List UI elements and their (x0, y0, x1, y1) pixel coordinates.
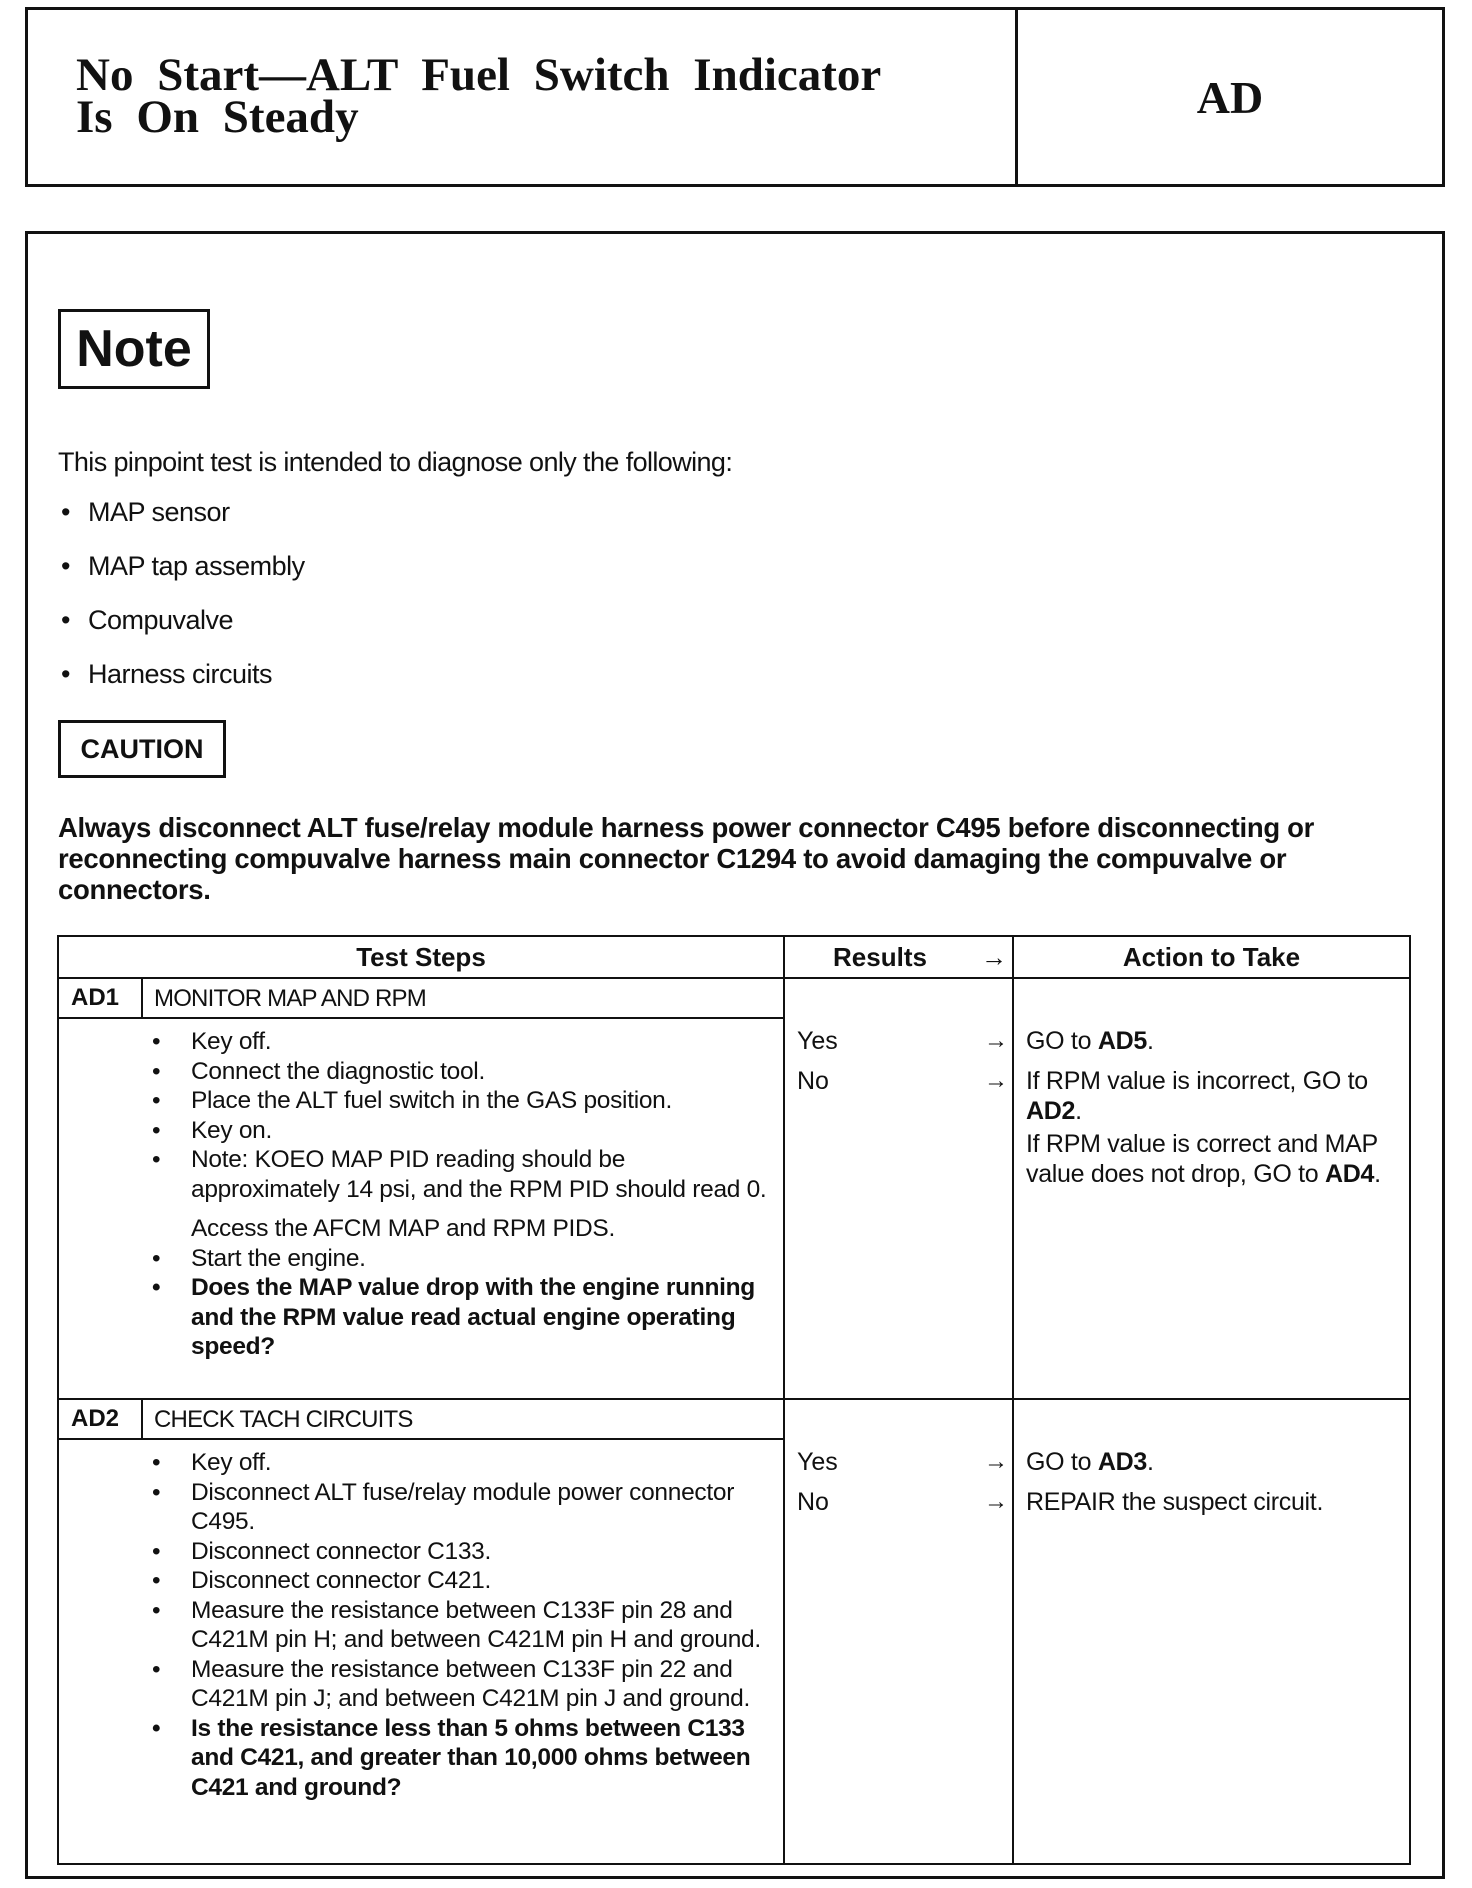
note-intro: This pinpoint test is intended to diagnose only the following: (58, 447, 733, 477)
result-no: No (797, 1488, 829, 1516)
list-item: • Is the resistance less than 5 ohms between C133 and C421, and greater than 10,000 ohms between C421 and ground? (149, 1714, 779, 1803)
caution-label: CAUTION (58, 720, 226, 778)
step-title: MONITOR MAP AND RPM (154, 985, 426, 1012)
header-results: Results (833, 942, 927, 972)
action-no-1: If RPM value is incorrect, GO to AD2. (1026, 1067, 1368, 1125)
list-item: • MAP sensor (58, 497, 305, 551)
arrow-icon: → (984, 1067, 1008, 1094)
result-yes: Yes (797, 1027, 838, 1055)
header-test-steps: Test Steps (356, 942, 486, 972)
list-item: • MAP tap assembly (58, 551, 305, 605)
step-list (149, 1448, 779, 1802)
list-item: • Measure the resistance between C133F pin 22 and C421M pin J; and between C421M pin J and ground. (149, 1655, 779, 1714)
header-action: Action to Take (1122, 942, 1301, 972)
page-title (28, 10, 1018, 184)
list-item: • Key on. (149, 1116, 779, 1146)
step-list (149, 1027, 779, 1362)
list-item: • Note: KOEO MAP PID reading should be approximately 14 psi, and the RPM PID should read 0. (149, 1145, 779, 1204)
list-item: • Place the ALT fuel switch in the GAS position. (149, 1086, 779, 1116)
action-no-2: If RPM value is correct and MAP value does not drop, GO to AD4. (1026, 1130, 1381, 1188)
step-id: AD2 (71, 1405, 120, 1432)
list-item: • Key off. (149, 1448, 779, 1478)
section-code: AD (1196, 71, 1264, 123)
list-item: • Compuvalve (58, 605, 305, 659)
result-yes: Yes (797, 1448, 838, 1476)
note-label: Note (58, 309, 210, 389)
note-list (58, 497, 305, 713)
arrow-icon: → (984, 1448, 1008, 1475)
arrow-icon: → (984, 1488, 1008, 1515)
action-yes: GO to AD5. (1026, 1027, 1154, 1055)
list-item: • Key off. (149, 1027, 779, 1057)
list-item: • Disconnect connector C133. (149, 1537, 779, 1567)
title-line-2: Is On Steady (76, 91, 359, 143)
list-item: • Measure the resistance between C133F pin 28 and C421M pin H; and between C421M pin H and ground. (149, 1596, 779, 1655)
step-title: CHECK TACH CIRCUITS (154, 1406, 413, 1433)
caution-text: Always disconnect ALT fuse/relay module harness power connector C495 before disconnecting or reconnecting compuvalve harness main connector C1294 to avoid damaging the compuvalve or connectors. (58, 812, 1315, 905)
arrow-icon: → (984, 1027, 1008, 1054)
step-id: AD1 (71, 984, 120, 1011)
action-yes: GO to AD3. (1026, 1448, 1154, 1476)
result-no: No (797, 1067, 829, 1095)
list-item: • Disconnect ALT fuse/relay module power connector C495. (149, 1478, 779, 1537)
page-header (25, 7, 1445, 187)
test-steps-table (57, 935, 1411, 1865)
list-item: • Disconnect connector C421. (149, 1566, 779, 1596)
list-item: • Harness circuits (58, 659, 305, 713)
list-item: • Connect the diagnostic tool. (149, 1057, 779, 1087)
header-arrow-icon: → (981, 942, 1007, 972)
list-item: • Start the engine. (149, 1244, 779, 1274)
list-item: Access the AFCM MAP and RPM PIDS. (191, 1215, 615, 1242)
action-no: REPAIR the suspect circuit. (1026, 1488, 1324, 1516)
list-item: • Does the MAP value drop with the engine running and the RPM value read actual engine operating speed? (149, 1273, 779, 1362)
title-line-1: No Start—ALT Fuel Switch Indicator (76, 49, 882, 101)
